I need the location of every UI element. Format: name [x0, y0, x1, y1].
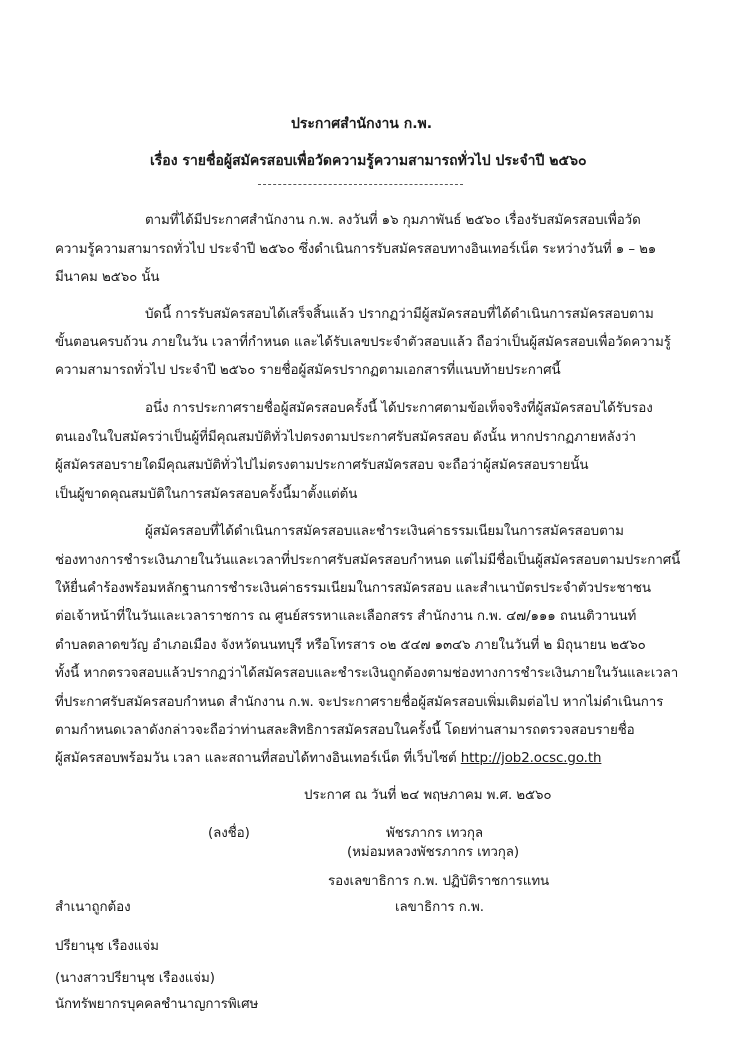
sign-label: (ลงชื่อ)	[208, 826, 250, 841]
announcement-subject: เรื่อง รายชื่อผู้สมัครสอบเพื่อวัดความรู้ความสามารถทั่วไป ประจำปี ๒๕๖๐	[150, 153, 587, 169]
paragraph-4-line-5: ตำบลตลาดขวัญ อำเภอเมือง จังหวัดนนทบุรี หรือโทรสาร ๐๒ ๕๔๗ ๑๓๔๖ ภายในวันที่ ๒ มิถุนายน ๒๕๖๐	[55, 638, 646, 653]
paragraph-4-line-4: ต่อเจ้าหน้าที่ในวันและเวลาราชการ ณ ศูนย์สรรหาและเลือกสรร สำนักงาน ก.พ. ๔๗/๑๑๑ ถนนติวานนท์	[55, 609, 637, 624]
paragraph-3-line-1: อนึ่ง การประกาศรายชื่อผู้สมัครสอบครั้งนี้ ได้ประกาศตามข้อเท็จจริงที่ผู้สมัครสอบได้รับรอง	[145, 401, 653, 416]
paragraph-3-line-4: เป็นผู้ขาดคุณสมบัติในการสมัครสอบครั้งนี้มาตั้งแต่ต้น	[55, 487, 358, 502]
paragraph-3-line-2: ตนเองในใบสมัครว่าเป็นผู้ที่มีคุณสมบัติทั่วไปตรงตามประกาศรับสมัครสอบ ดังนั้น หากปรากฏภายหลังว่า	[55, 430, 637, 445]
certifier-position: นักทรัพยากรบุคคลชำนาญการพิเศษ	[55, 997, 259, 1012]
announcement-date: ประกาศ ณ วันที่ ๒๔ พฤษภาคม พ.ศ. ๒๕๖๐	[304, 788, 552, 803]
paragraph-4-line-1: ผู้สมัครสอบที่ได้ดำเนินการสมัครสอบและชำระเงินค่าธรรมเนียมในการสมัครสอบตาม	[145, 524, 624, 539]
paragraph-2-line-3: ความสามารถทั่วไป ประจำปี ๒๕๖๐ รายชื่อผู้สมัครปรากฏตามเอกสารที่แนบท้ายประกาศนี้	[55, 363, 561, 378]
certification-label: สำเนาถูกต้อง	[55, 900, 131, 915]
paragraph-4-line-9	[55, 747, 601, 768]
paragraph-2-line-1: บัดนี้ การรับสมัครสอบได้เสร็จสิ้นแล้ว ปรากฏว่ามีผู้สมัครสอบที่ได้ดำเนินการสมัครสอบตาม	[145, 307, 654, 322]
paragraph-1-line-3: มีนาคม ๒๕๖๐ นั้น	[55, 270, 160, 285]
paragraph-1-line-2: ความรู้ความสามารถทั่วไป ประจำปี ๒๕๖๐ ซึ่งดำเนินการรับสมัครสอบทางอินเทอร์เน็ต ระหว่างวันที่ ๑ – ๒๑	[55, 242, 657, 257]
paragraph-4-line-7: ที่ประกาศรับสมัครสอบกำหนด สำนักงาน ก.พ. จะประกาศรายชื่อผู้สมัครสอบเพิ่มเติมต่อไป หากไม่ดำเนินการ	[55, 695, 664, 710]
announcement-title: ประกาศสำนักงาน ก.พ.	[291, 116, 433, 132]
paragraph-2-line-2: ขั้นตอนครบถ้วน ภายในวัน เวลาที่กำหนด และได้รับเลขประจำตัวสอบแล้ว ถือว่าเป็นผู้สมัครสอบเพื่อวัดความรู้	[55, 335, 671, 350]
paragraph-1-line-1: ตามที่ได้มีประกาศสำนักงาน ก.พ. ลงวันที่ ๑๖ กุมภาพันธ์ ๒๕๖๐ เรื่องรับสมัครสอบเพื่อวัด	[145, 213, 641, 228]
title-divider	[258, 184, 463, 185]
signer-full-name: (หม่อมหลวงพัชรภากร เทวกุล)	[347, 845, 520, 860]
certifier-signature: ปรียานุช เรืองแจ่ม	[55, 939, 159, 954]
paragraph-4-line-8: ตามกำหนดเวลาดังกล่าวจะถือว่าท่านสละสิทธิการสมัครสอบในครั้งนี้ โดยท่านสามารถตรวจสอบรายชื่อ	[55, 723, 635, 738]
paragraph-4-line-2: ช่องทางการชำระเงินภายในวันและเวลาที่ประกาศรับสมัครสอบกำหนด แต่ไม่มีชื่อเป็นผู้สมัครสอบตามประกาศนี้	[55, 553, 681, 568]
signer-signature: พัชรภากร เทวกุล	[386, 826, 483, 841]
paragraph-4-line-3: ให้ยื่นคำร้องพร้อมหลักฐานการชำระเงินค่าธรรมเนียมในการสมัครสอบ และสำเนาบัตรประจำตัวประชาชน	[55, 581, 651, 596]
signer-position-2: เลขาธิการ ก.พ.	[395, 900, 484, 915]
paragraph-4-line-9-text: ผู้สมัครสอบพร้อมวัน เวลา และสถานที่สอบได้ทางอินเทอร์เน็ต ที่เว็บไซต์	[55, 751, 461, 766]
certifier-full-name: (นางสาวปรียานุช เรืองแจ่ม)	[55, 971, 215, 986]
website-link[interactable]: http://job2.ocsc.go.th	[460, 751, 602, 766]
paragraph-4-line-6: ทั้งนี้ หากตรวจสอบแล้วปรากฏว่าได้สมัครสอบและชำระเงินถูกต้องตามช่องทางการชำระเงินภายในวันและเวลา	[55, 666, 679, 681]
signer-position-1: รองเลขาธิการ ก.พ. ปฏิบัติราชการแทน	[328, 874, 550, 889]
paragraph-3-line-3: ผู้สมัครสอบรายใดมีคุณสมบัติทั่วไปไม่ตรงตามประกาศรับสมัครสอบ จะถือว่าผู้สมัครสอบรายนั้น	[55, 458, 589, 473]
